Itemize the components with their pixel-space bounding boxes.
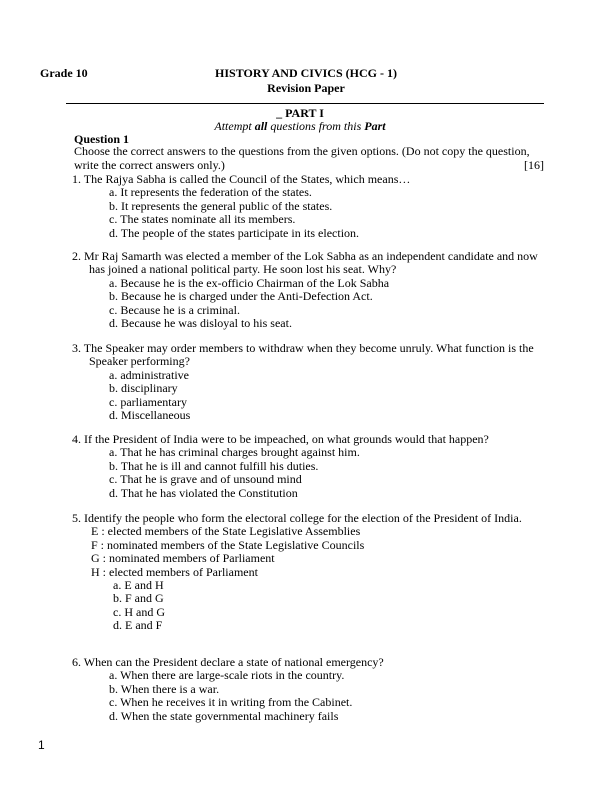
grade-label: Grade 10 [40,66,88,80]
option-a: a. When there are large-scale riots in the country. [109,668,345,683]
option-c: c. The states nominate all its members. [109,212,296,227]
option-b: b. F and G [113,591,164,606]
attempt-text-2: questions from this [267,119,365,133]
option-a: a. That he has criminal charges brought against him. [109,445,360,460]
question-stem: 3. The Speaker may order members to withdraw when they become unruly. What function is the Speaker performing? [72,341,534,369]
option-a: a. It represents the federation of the states. [109,185,312,200]
question-stem: 5. Identify the people who form the electoral college for the election of the President of India. [72,511,522,525]
option-c: c. H and G [113,604,165,619]
subitem-e: E : elected members of the State Legislative Assemblies [91,524,361,539]
page-number: 1 [38,738,45,752]
attempt-text-bold: all [254,119,268,133]
option-c: c. parliamentary [109,394,187,409]
header-divider [66,103,544,104]
instructions-line-2: write the correct answers only.) [74,157,225,172]
question-stem: 2. Mr Raj Samarth was elected a member of the Lok Sabha as an independent candidate and now has joined a national political party. He soon lost his seat. Why? [72,249,538,277]
option-c: c. Because he is a criminal. [109,302,240,317]
question-stem: 4. If the President of India were to be impeached, on what grounds would that happen? [72,432,489,446]
subitem-f: F : nominated members of the State Legislative Councils [91,537,365,552]
question-item-6 [72,656,548,723]
marks-label: [16] [524,157,544,172]
question-item-5 [72,512,548,633]
option-c: c. When he receives it in writing from the Cabinet. [109,695,353,710]
paper-title-block [186,66,426,96]
question-heading: Question 1 [74,132,130,146]
part-heading: _ PART I [276,106,324,120]
option-c: c. That he is grave and of unsound mind [109,472,302,487]
option-d: d. Because he was disloyal to his seat. [109,316,292,331]
attempt-text-part: Part [364,119,386,133]
option-b: b. That he is ill and cannot fulfill his duties. [109,458,319,473]
option-b: b. Because he is charged under the Anti-Defection Act. [109,289,373,304]
option-b: b. It represents the general public of the states. [109,198,333,213]
question-instructions [74,145,544,172]
option-d: d. E and F [113,618,163,633]
question-item-1 [72,173,548,240]
question-item-3 [72,342,548,422]
option-d: d. Miscellaneous [109,408,191,423]
option-b: b. disciplinary [109,381,178,396]
option-d: d. When the state governmental machinery fails [109,708,339,723]
paper-subtitle: Revision Paper [267,81,345,95]
question-item-2 [72,250,548,330]
option-a: a. E and H [113,578,164,593]
instructions-line-1: Choose the correct answers to the questions from the given options. (Do not copy the question, [74,144,530,158]
subitem-g: G : nominated members of Parliament [91,551,275,566]
option-b: b. When there is a war. [109,681,220,696]
paper-title: HISTORY AND CIVICS (HCG - 1) [215,66,397,80]
option-d: d. That he has violated the Constitution [109,485,298,500]
attempt-text-1: Attempt [214,119,255,133]
question-stem: 1. The Rajya Sabha is called the Council of the States, which means… [72,172,411,186]
question-item-4 [72,433,548,500]
subitem-h: H : elected members of Parliament [91,564,258,579]
question-stem: 6. When can the President declare a state of national emergency? [72,655,384,669]
option-a: a. administrative [109,367,189,382]
option-d: d. The people of the states participate in its election. [109,225,360,240]
option-a: a. Because he is the ex-officio Chairman of the Lok Sabha [109,275,390,290]
